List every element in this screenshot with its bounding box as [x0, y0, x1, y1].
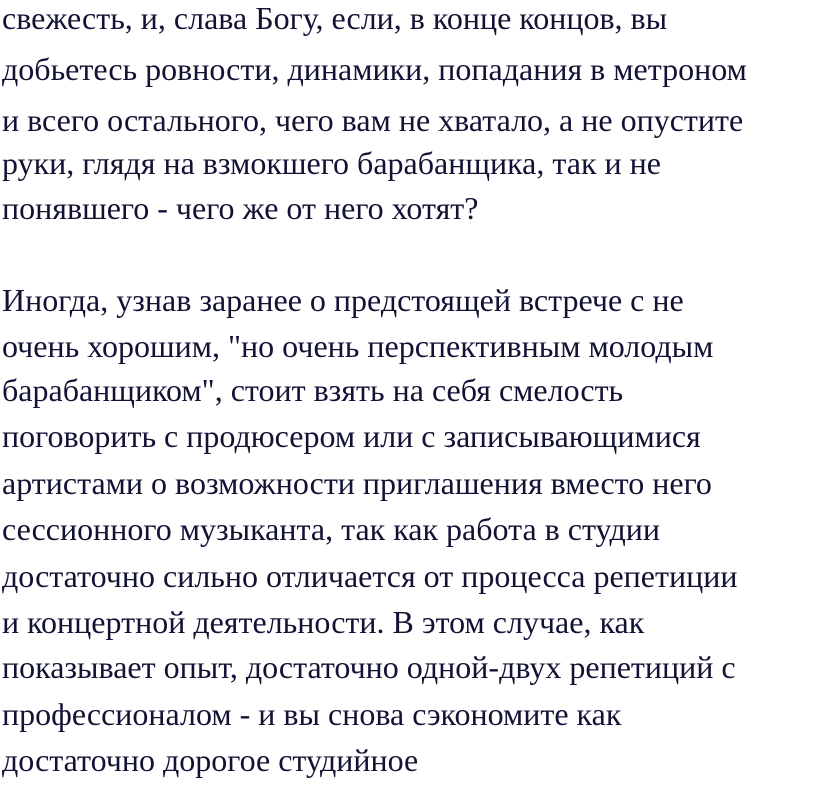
text-line: Иногда, узнав заранее о предстоящей встрече с не: [2, 282, 684, 318]
text-line: сессионного музыканта, так как работа в студии: [2, 511, 661, 547]
text-line: артистами о возможности приглашения вместо него: [2, 465, 712, 501]
text-line: и концертной деятельности. В этом случае, как: [2, 604, 645, 640]
text-line: добьетесь ровности, динамики, попадания в метроном: [2, 51, 747, 87]
text-line: свежесть, и, слава Богу, если, в конце концов, вы: [2, 0, 668, 36]
text-line: профессионалом - и вы снова сэкономите как: [2, 696, 622, 732]
text-line: барабанщиком", стоит взять на себя смелость: [2, 372, 624, 408]
text-line: достаточно дорогое студийное: [2, 742, 419, 778]
text-line: достаточно сильно отличается от процесса репетиции: [2, 558, 738, 594]
text-line: и всего остального, чего вам не хватало, а не опустите: [2, 102, 744, 138]
text-line: очень хорошим, "но очень перспективным молодым: [2, 328, 714, 364]
text-line: поговорить с продюсером или с записывающимися: [2, 418, 701, 454]
text-line: понявшего - чего же от него хотят?: [2, 190, 479, 226]
text-line: показывает опыт, достаточно одной-двух репетиций с: [2, 649, 736, 685]
text-line: руки, глядя на взмокшего барабанщика, так и не: [2, 145, 661, 181]
